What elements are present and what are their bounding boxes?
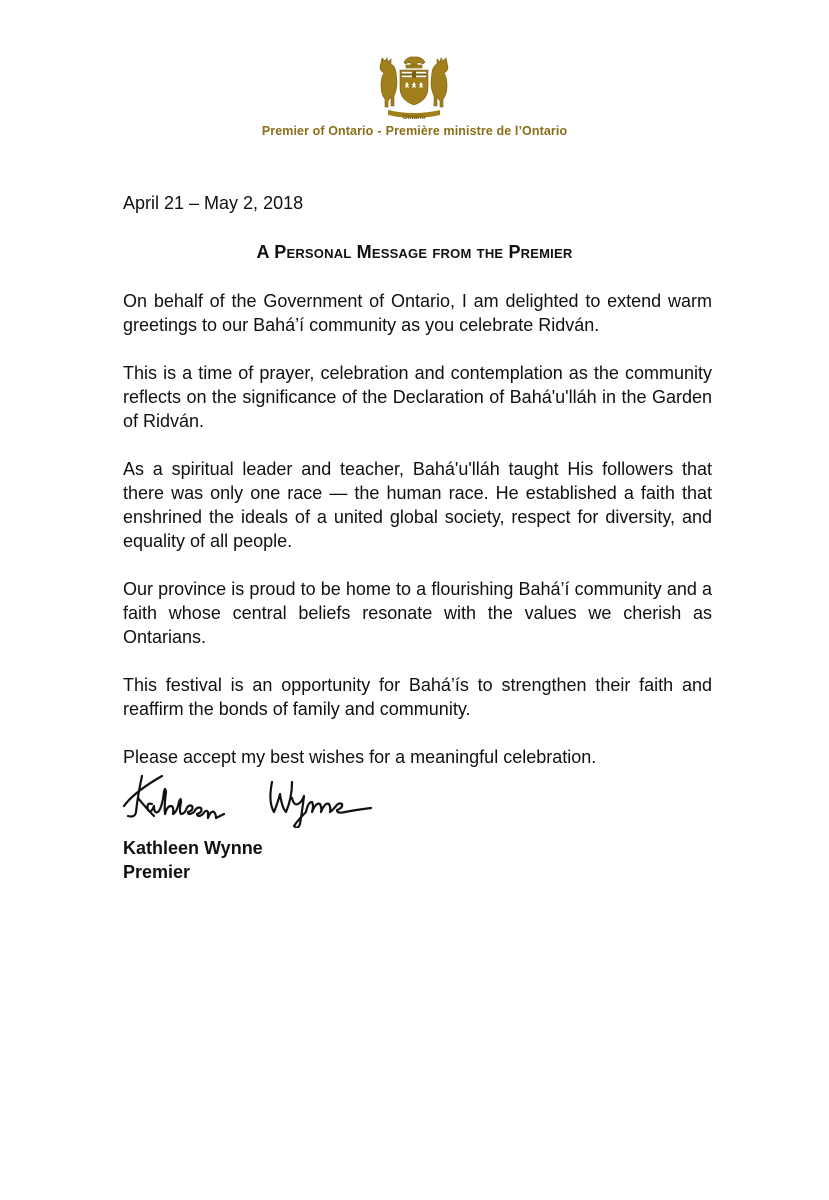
paragraph-festival: This festival is an opportunity for Bahá’ís to strengthen their faith and reaffirm the bonds of family and community. [123,675,712,719]
letter-date: April 21 – May 2, 2018 [123,193,304,213]
office-english: Premier of Ontario [261,124,374,138]
office-french: Première ministre de l’Ontario [385,124,568,138]
letter-body [123,289,712,793]
ontario-coat-of-arms-logo [374,52,454,120]
paragraph-province: Our province is proud to be home to a flourishing Bahá’í community and a faith whose central beliefs resonate with the values we cherish as Ontarians. [123,579,712,647]
handwritten-signature [122,768,422,828]
paragraph-closing: Please accept my best wishes for a meaningful celebration. [123,747,597,767]
paragraph-prayer: This is a time of prayer, celebration and contemplation as the community reflects on the significance of the Declaration of Bahá'u'lláh in the Garden of Ridván. [123,363,712,431]
paragraph-teaching: As a spiritual leader and teacher, Bahá'u'lláh taught His followers that there was only one race — the human race. He established a faith that enshrined the ideals of a united global society, respect for diversity, and equality of all people. [123,459,712,551]
signatory-name: Kathleen Wynne [123,838,263,858]
signatory-title: Premier [123,862,191,882]
crest-label: Ontario [402,114,426,120]
office-separator: - [377,124,382,138]
letter-title: A Personal Message from the Premier [256,242,573,262]
paragraph-greeting: On behalf of the Government of Ontario, I am delighted to extend warm greetings to our Bahá’í community as you celebrate Ridván. [123,291,712,335]
letterhead-office [0,124,829,138]
